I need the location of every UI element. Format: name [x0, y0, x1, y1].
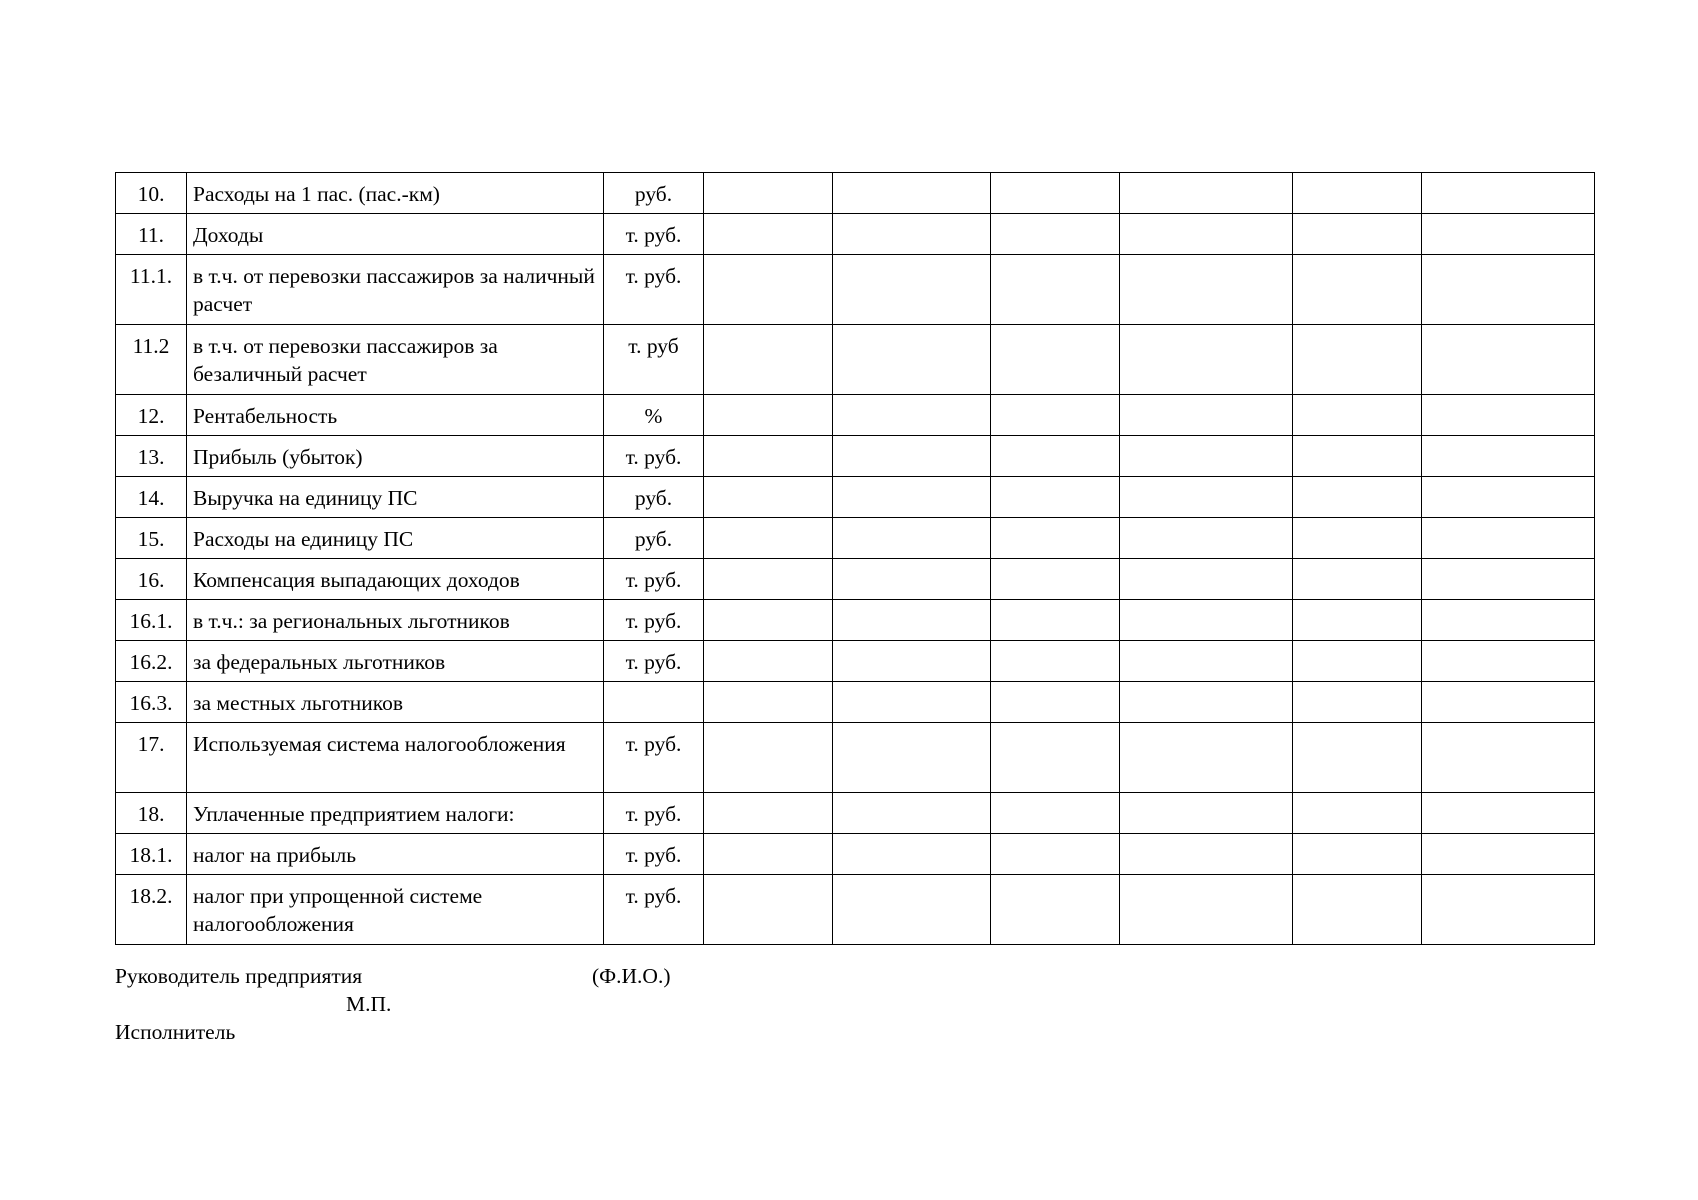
table-row: [116, 255, 1595, 325]
indicator-name: Расходы на 1 пас. (пас.-км): [187, 173, 604, 214]
value-cell[interactable]: [833, 559, 991, 600]
table-row: [116, 477, 1595, 518]
value-cell[interactable]: [991, 436, 1120, 477]
table-row: [116, 641, 1595, 682]
value-cell[interactable]: [833, 518, 991, 559]
value-cell[interactable]: [704, 875, 833, 945]
unit-cell: т. руб.: [604, 641, 704, 682]
value-cell[interactable]: [833, 641, 991, 682]
table-row: [116, 436, 1595, 477]
fio-label: (Ф.И.О.): [592, 964, 671, 988]
unit-cell: т. руб.: [604, 600, 704, 641]
value-cell[interactable]: [1293, 723, 1422, 793]
value-cell[interactable]: [833, 682, 991, 723]
value-cell[interactable]: [704, 214, 833, 255]
row-number: 14.: [116, 477, 187, 518]
table-body: [116, 173, 1595, 945]
value-cell[interactable]: [1293, 641, 1422, 682]
value-cell[interactable]: [704, 834, 833, 875]
indicator-name: Расходы на единицу ПС: [187, 518, 604, 559]
unit-cell: [604, 682, 704, 723]
value-cell[interactable]: [1293, 559, 1422, 600]
table-row: [116, 723, 1595, 793]
unit-cell: т. руб.: [604, 214, 704, 255]
value-cell[interactable]: [833, 255, 991, 325]
value-cell[interactable]: [833, 395, 991, 436]
row-number: 17.: [116, 723, 187, 793]
value-cell[interactable]: [991, 518, 1120, 559]
value-cell[interactable]: [833, 436, 991, 477]
value-cell[interactable]: [991, 600, 1120, 641]
value-cell[interactable]: [991, 834, 1120, 875]
value-cell[interactable]: [1422, 559, 1595, 600]
row-number: 12.: [116, 395, 187, 436]
row-number: 16.1.: [116, 600, 187, 641]
value-cell[interactable]: [1120, 518, 1293, 559]
table-row: [116, 214, 1595, 255]
indicator-name: Доходы: [187, 214, 604, 255]
value-cell[interactable]: [1422, 436, 1595, 477]
value-cell[interactable]: [1422, 214, 1595, 255]
value-cell[interactable]: [991, 875, 1120, 945]
value-cell[interactable]: [1422, 793, 1595, 834]
value-cell[interactable]: [833, 173, 991, 214]
value-cell[interactable]: [1120, 325, 1293, 395]
table-row: [116, 682, 1595, 723]
value-cell[interactable]: [1120, 559, 1293, 600]
indicator-name: за местных льготников: [187, 682, 604, 723]
table-row: [116, 518, 1595, 559]
indicator-name: Используемая система налогообложения: [187, 723, 604, 793]
value-cell[interactable]: [1293, 173, 1422, 214]
value-cell[interactable]: [1293, 395, 1422, 436]
value-cell[interactable]: [833, 723, 991, 793]
unit-cell: руб.: [604, 518, 704, 559]
value-cell[interactable]: [1422, 600, 1595, 641]
value-cell[interactable]: [1293, 436, 1422, 477]
value-cell[interactable]: [991, 682, 1120, 723]
value-cell[interactable]: [1293, 834, 1422, 875]
table-row: [116, 325, 1595, 395]
table-row: [116, 793, 1595, 834]
value-cell[interactable]: [1120, 875, 1293, 945]
value-cell[interactable]: [704, 723, 833, 793]
unit-cell: т. руб.: [604, 559, 704, 600]
value-cell[interactable]: [1120, 793, 1293, 834]
value-cell[interactable]: [1293, 682, 1422, 723]
indicator-name: Выручка на единицу ПС: [187, 477, 604, 518]
value-cell[interactable]: [1120, 641, 1293, 682]
value-cell[interactable]: [704, 600, 833, 641]
value-cell[interactable]: [704, 682, 833, 723]
row-number: 18.: [116, 793, 187, 834]
row-number: 11.1.: [116, 255, 187, 325]
table-row: [116, 173, 1595, 214]
value-cell[interactable]: [991, 559, 1120, 600]
value-cell[interactable]: [704, 518, 833, 559]
indicator-name: за федеральных льготников: [187, 641, 604, 682]
value-cell[interactable]: [1293, 214, 1422, 255]
value-cell[interactable]: [991, 173, 1120, 214]
value-cell[interactable]: [1120, 395, 1293, 436]
value-cell[interactable]: [704, 255, 833, 325]
value-cell[interactable]: [1293, 600, 1422, 641]
table-row: [116, 395, 1595, 436]
value-cell[interactable]: [991, 477, 1120, 518]
value-cell[interactable]: [1422, 477, 1595, 518]
value-cell[interactable]: [1120, 723, 1293, 793]
unit-cell: %: [604, 395, 704, 436]
indicators-table: [115, 172, 1595, 945]
value-cell[interactable]: [1422, 255, 1595, 325]
table-row: [116, 834, 1595, 875]
indicator-name: Рентабельность: [187, 395, 604, 436]
value-cell[interactable]: [1293, 325, 1422, 395]
row-number: 15.: [116, 518, 187, 559]
value-cell[interactable]: [833, 214, 991, 255]
table-row: [116, 559, 1595, 600]
value-cell[interactable]: [704, 325, 833, 395]
indicator-name: Компенсация выпадающих доходов: [187, 559, 604, 600]
indicator-name: в т.ч. от перевозки пассажиров за наличный расчет: [187, 255, 604, 325]
value-cell[interactable]: [1293, 875, 1422, 945]
indicator-name: налог на прибыль: [187, 834, 604, 875]
value-cell[interactable]: [704, 793, 833, 834]
unit-cell: т. руб.: [604, 793, 704, 834]
row-number: 11.2: [116, 325, 187, 395]
unit-cell: т. руб.: [604, 436, 704, 477]
value-cell[interactable]: [1422, 682, 1595, 723]
executor-label: Исполнитель: [115, 1020, 236, 1044]
value-cell[interactable]: [991, 325, 1120, 395]
row-number: 18.2.: [116, 875, 187, 945]
value-cell[interactable]: [1120, 173, 1293, 214]
unit-cell: т. руб: [604, 325, 704, 395]
value-cell[interactable]: [1422, 518, 1595, 559]
value-cell[interactable]: [991, 793, 1120, 834]
row-number: 16.: [116, 559, 187, 600]
value-cell[interactable]: [1422, 395, 1595, 436]
unit-cell: т. руб.: [604, 255, 704, 325]
value-cell[interactable]: [704, 559, 833, 600]
row-number: 11.: [116, 214, 187, 255]
value-cell[interactable]: [833, 600, 991, 641]
indicator-name: в т.ч. от перевозки пассажиров за безаличный расчет: [187, 325, 604, 395]
indicator-name: налог при упрощенной системе налогообложения: [187, 875, 604, 945]
unit-cell: руб.: [604, 173, 704, 214]
value-cell[interactable]: [1422, 173, 1595, 214]
value-cell[interactable]: [1293, 477, 1422, 518]
value-cell[interactable]: [1120, 436, 1293, 477]
table-row: [116, 600, 1595, 641]
value-cell[interactable]: [704, 641, 833, 682]
value-cell[interactable]: [1120, 255, 1293, 325]
indicator-name: в т.ч.: за региональных льготников: [187, 600, 604, 641]
value-cell[interactable]: [1422, 834, 1595, 875]
unit-cell: т. руб.: [604, 834, 704, 875]
stamp-label: М.П.: [346, 992, 392, 1016]
unit-cell: руб.: [604, 477, 704, 518]
table-row: [116, 875, 1595, 945]
value-cell[interactable]: [704, 436, 833, 477]
value-cell[interactable]: [1120, 834, 1293, 875]
value-cell[interactable]: [833, 477, 991, 518]
value-cell[interactable]: [1120, 682, 1293, 723]
head-signature-label: Руководитель предприятия: [115, 964, 363, 988]
value-cell[interactable]: [991, 641, 1120, 682]
value-cell[interactable]: [1293, 518, 1422, 559]
value-cell[interactable]: [991, 214, 1120, 255]
value-cell[interactable]: [991, 723, 1120, 793]
unit-cell: т. руб.: [604, 723, 704, 793]
value-cell[interactable]: [704, 395, 833, 436]
value-cell[interactable]: [704, 173, 833, 214]
value-cell[interactable]: [833, 875, 991, 945]
value-cell[interactable]: [833, 834, 991, 875]
value-cell[interactable]: [1422, 723, 1595, 793]
row-number: 16.2.: [116, 641, 187, 682]
value-cell[interactable]: [991, 395, 1120, 436]
row-number: 13.: [116, 436, 187, 477]
indicator-name: Прибыль (убыток): [187, 436, 604, 477]
indicator-name: Уплаченные предприятием налоги:: [187, 793, 604, 834]
row-number: 16.3.: [116, 682, 187, 723]
value-cell[interactable]: [1120, 477, 1293, 518]
value-cell[interactable]: [833, 793, 991, 834]
value-cell[interactable]: [833, 325, 991, 395]
value-cell[interactable]: [1120, 214, 1293, 255]
row-number: 10.: [116, 173, 187, 214]
value-cell[interactable]: [704, 477, 833, 518]
value-cell[interactable]: [1422, 875, 1595, 945]
value-cell[interactable]: [1422, 325, 1595, 395]
row-number: 18.1.: [116, 834, 187, 875]
value-cell[interactable]: [1293, 255, 1422, 325]
value-cell[interactable]: [1422, 641, 1595, 682]
unit-cell: т. руб.: [604, 875, 704, 945]
value-cell[interactable]: [1293, 793, 1422, 834]
value-cell[interactable]: [1120, 600, 1293, 641]
value-cell[interactable]: [991, 255, 1120, 325]
